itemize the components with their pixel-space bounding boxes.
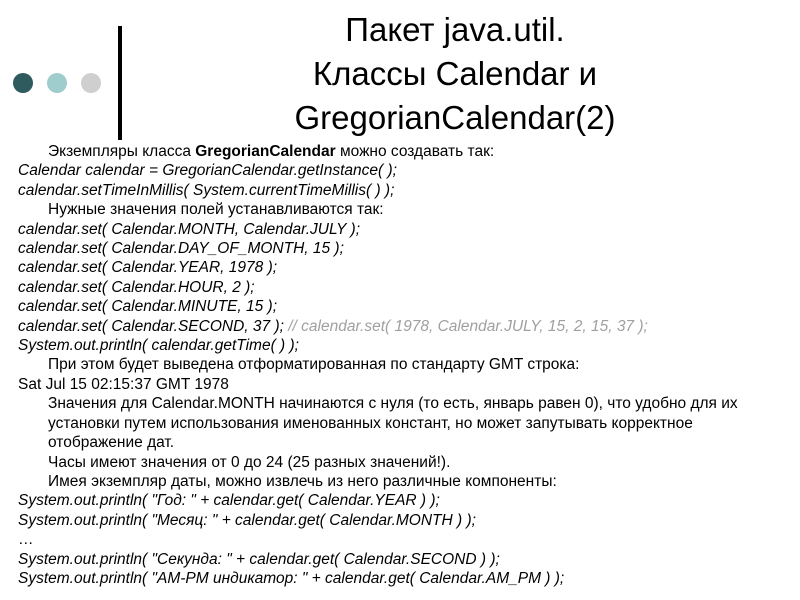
code-line-settimeinmillis: calendar.setTimeInMillis( System.currentTimeMillis( ) ); [18,181,395,199]
title-line-1: Пакет java.util. [345,11,565,48]
code-set-second: calendar.set( Calendar.SECOND, 37 ); [18,317,284,335]
month-note-text: Значения для Calendar.MONTH начинаются с нуля (то есть, январь равен 0), что удобно для их установки путем использования именованных констант, но может запутывать корректное отображение дат. [48,395,738,452]
output-example: Sat Jul 15 02:15:37 GMT 1978 [18,375,229,393]
code-line-set-day: calendar.set( Calendar.DAY_OF_MONTH, 15 ); [18,240,344,258]
decor-dot-dark [13,73,33,93]
intro-class-name: GregorianCalendar [195,143,336,160]
code-comment: // calendar.set( 1978, Calendar.JULY, 15, 2, 15, 37 ); [283,317,648,335]
intro-before: Экземпляры класса [48,143,196,160]
title-line-3: GregorianCalendar(2) [294,99,616,136]
decor-dot-grey [81,73,101,93]
intro-text [18,142,788,161]
code-line-set-minute: calendar.set( Calendar.MINUTE, 15 ); [18,298,278,316]
code-line-getinstance: Calendar calendar = GregorianCalendar.getInstance( ); [18,162,397,180]
code-line-get-second: System.out.println( "Секунда: " + calendar.get( Calendar.SECOND ) ); [18,550,500,568]
code-line-get-year: System.out.println( "Год: " + calendar.get( Calendar.YEAR ) ); [18,492,440,510]
code-line-ellipsis: … [18,531,34,549]
code-line-println-gettime: System.out.println( calendar.getTime( ) ); [18,337,299,355]
code-line-get-ampm: System.out.println( "AM-PM индикатор: " + calendar.get( Calendar.AM_PM ) ); [18,569,565,587]
decor-dot-teal [47,73,67,93]
hour-note-text: Часы имеют значения от 0 до 24 (25 разных значений!). [48,453,451,471]
code-line-set-hour: calendar.set( Calendar.HOUR, 2 ); [18,278,255,296]
code-line-set-year: calendar.set( Calendar.YEAR, 1978 ); [18,259,278,277]
output-intro-text: При этом будет выведена отформатированная по стандарту GMT строка: [48,356,580,374]
code-line-set-month: calendar.set( Calendar.MONTH, Calendar.JULY ); [18,220,361,238]
code-line-set-second [18,317,788,336]
get-intro-text: Имея экземпляр даты, можно извлечь из него различные компоненты: [48,472,557,490]
code-line-get-month: System.out.println( "Месяц: " + calendar.get( Calendar.MONTH ) ); [18,511,476,529]
slide-body [18,142,788,588]
set-intro-text: Нужные значения полей устанавливаются так: [48,201,384,219]
slide-title [240,8,670,140]
title-line-2: Классы Calendar и [312,55,598,92]
title-divider-bar [118,26,122,140]
intro-after: можно создавать так: [335,143,495,160]
